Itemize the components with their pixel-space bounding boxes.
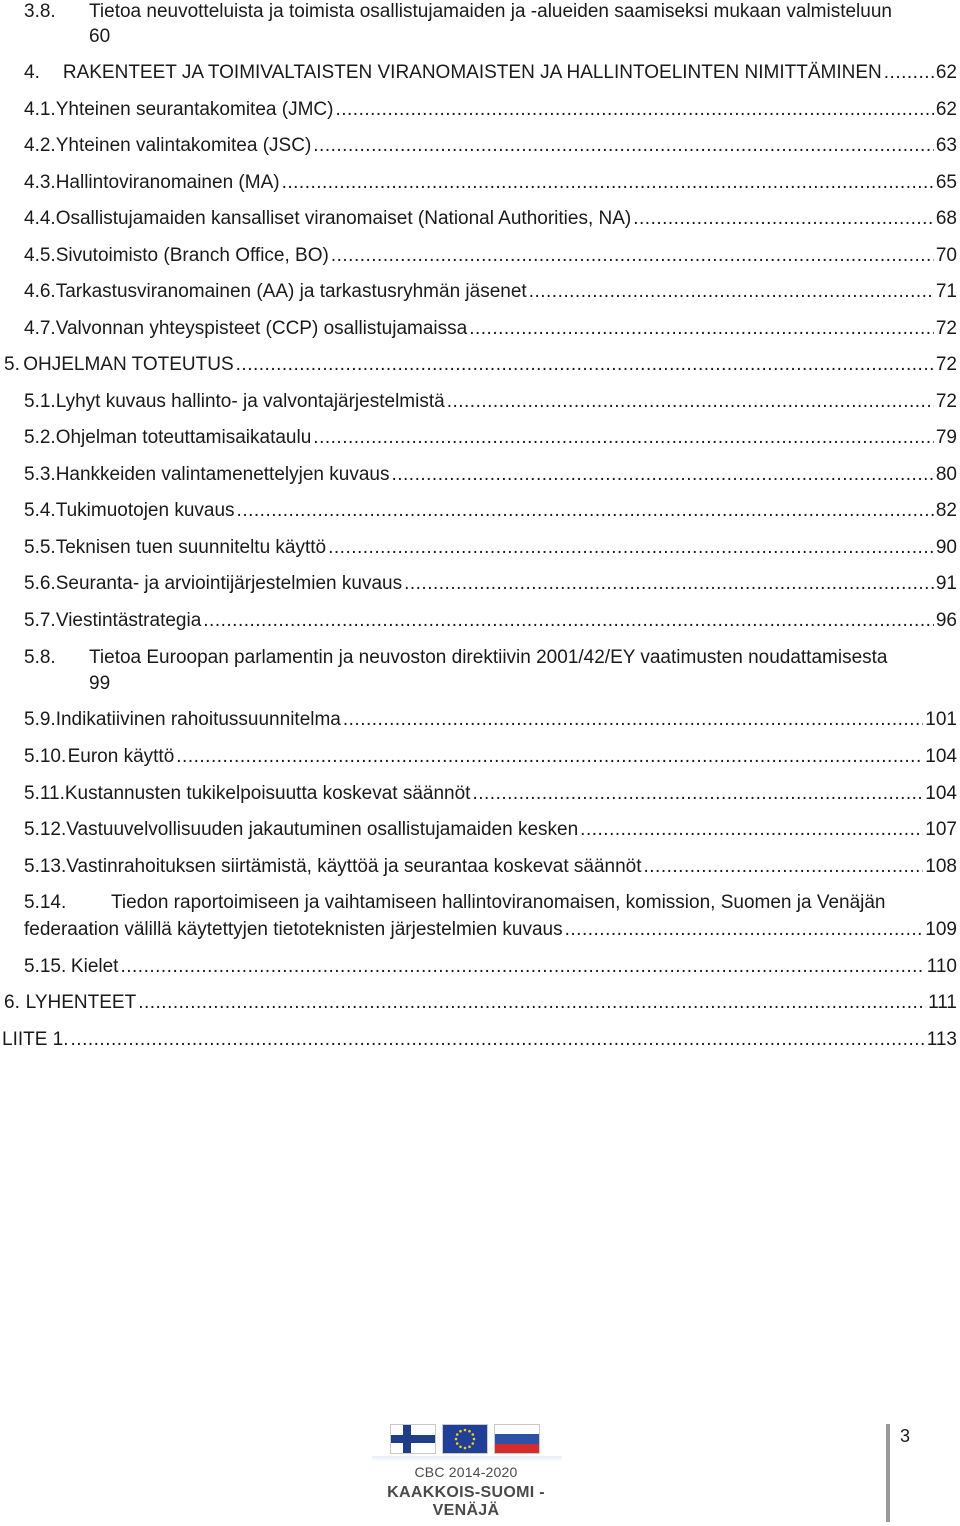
- toc-page: 71: [935, 281, 957, 302]
- toc-number: 4.7.: [24, 318, 56, 339]
- dot-leader: [71, 1026, 925, 1054]
- toc-title: federaation välillä käytettyjen tietoteknisten järjestelmien kuvaus: [24, 919, 563, 940]
- toc-number: 4.4.: [24, 208, 56, 229]
- toc-page: 110: [926, 956, 957, 977]
- toc-number: 5.14.: [24, 892, 67, 913]
- toc-number: 5.10.: [24, 746, 67, 767]
- toc-entry[interactable]: [24, 169, 957, 197]
- toc-title: Lyhyt kuvaus hallinto- ja valvontajärjestelmistä: [55, 391, 445, 412]
- dot-leader: [282, 169, 934, 197]
- toc-number: 4.6.: [24, 281, 56, 302]
- toc-title[interactable]: Tietoa neuvotteluista ja toimista osallistujamaiden ja -alueiden saamiseksi mukaan valmisteluun: [89, 1, 892, 22]
- toc-entry[interactable]: [4, 989, 957, 1017]
- toc-page: 65: [935, 172, 957, 193]
- dot-leader: [120, 953, 924, 981]
- toc-title: RAKENTEET JA TOIMIVALTAISTEN VIRANOMAISTEN JA HALLINTOELINTEN NIMITTÄMINEN: [62, 62, 882, 83]
- toc-page: 90: [935, 537, 957, 558]
- toc-page: 80: [935, 464, 957, 485]
- toc-page: 91: [935, 573, 957, 594]
- dot-leader: [176, 743, 923, 771]
- toc-number: 5.2.: [24, 427, 56, 448]
- toc-number: 5.5.: [24, 537, 56, 558]
- toc-title: LIITE 1.: [2, 1029, 69, 1050]
- finland-flag-icon: [390, 1424, 436, 1454]
- toc-page: 101: [925, 709, 957, 730]
- toc-page: 108: [925, 856, 957, 877]
- logo-programme-period: CBC 2014-2020: [414, 1464, 518, 1480]
- toc-entry[interactable]: [24, 534, 957, 562]
- toc-title: Kustannusten tukikelpoisuutta koskevat säännöt: [64, 783, 471, 804]
- toc-number: 5.1.: [24, 391, 56, 412]
- toc-page: 113: [926, 1029, 957, 1050]
- dot-leader: [404, 570, 934, 598]
- toc-title: Kielet: [70, 956, 119, 977]
- toc-title: OHJELMAN TOTEUTUS: [23, 354, 234, 375]
- toc-entry[interactable]: [24, 607, 957, 635]
- toc-entry[interactable]: [24, 388, 957, 416]
- toc-page: 68: [935, 208, 957, 229]
- toc-number: 5.12.: [24, 819, 67, 840]
- toc-entry[interactable]: [24, 242, 957, 270]
- toc-entry[interactable]: [2, 1026, 957, 1054]
- dot-leader: [472, 780, 923, 808]
- toc-page: 104: [925, 783, 957, 804]
- toc-page: 79: [935, 427, 957, 448]
- toc-number: 4.1.: [24, 99, 56, 120]
- toc-page: 72: [935, 318, 957, 339]
- toc-entry[interactable]: [24, 780, 957, 808]
- toc-page: 62: [935, 62, 957, 83]
- toc-number: 5.8.: [24, 647, 56, 668]
- toc-page: 70: [935, 245, 957, 266]
- dot-leader: [580, 816, 923, 844]
- dot-leader: [565, 916, 924, 944]
- toc-number: 5.11.: [24, 783, 65, 804]
- toc-number: 4.: [24, 62, 40, 83]
- toc-entry[interactable]: [24, 424, 957, 452]
- russia-flag-icon: [494, 1424, 540, 1454]
- toc-page: 63: [935, 135, 957, 156]
- dot-leader: [203, 607, 934, 635]
- toc-number: 5.9.: [24, 709, 56, 730]
- toc-title: Hankkeiden valintamenettelyjen kuvaus: [55, 464, 390, 485]
- dot-leader: [633, 205, 934, 233]
- toc-title: Indikatiivinen rahoitussuunnitelma: [55, 709, 341, 730]
- dot-leader: [236, 351, 934, 379]
- toc-entry[interactable]: [24, 916, 957, 944]
- toc-entry[interactable]: [24, 96, 957, 124]
- logo-programme-name: KAAKKOIS-SUOMI - VENÄJÄ: [387, 1484, 545, 1519]
- toc-entry[interactable]: [4, 351, 957, 379]
- toc-number: 5.6.: [24, 573, 56, 594]
- toc-entry[interactable]: [24, 743, 957, 771]
- dot-leader: [335, 96, 933, 124]
- toc-entry[interactable]: [24, 497, 957, 525]
- toc-page: 72: [935, 354, 957, 375]
- toc-title: Euron käyttö: [67, 746, 175, 767]
- toc-page: 72: [935, 391, 957, 412]
- toc-number: 5.: [4, 354, 20, 375]
- toc-title: Tarkastusviranomainen (AA) ja tarkastusryhmän jäsenet: [55, 281, 527, 302]
- toc-entry[interactable]: [24, 132, 957, 160]
- toc-number: 3.8.: [24, 1, 56, 22]
- toc-title: Ohjelman toteuttamisaikataulu: [55, 427, 312, 448]
- toc-entry[interactable]: [24, 853, 957, 881]
- toc-number: 5.15.: [24, 956, 67, 977]
- dot-leader: [644, 853, 924, 881]
- eu-flag-icon: [442, 1424, 488, 1454]
- page-number-bar: [886, 1424, 890, 1522]
- toc-title: Hallintoviranomainen (MA): [55, 172, 280, 193]
- toc-page: 82: [935, 500, 957, 521]
- toc-entry[interactable]: [24, 953, 957, 981]
- dot-leader: [884, 59, 934, 87]
- dot-leader: [447, 388, 934, 416]
- logo-reflection: [372, 1456, 562, 1462]
- toc-title: Seuranta- ja arviointijärjestelmien kuvaus: [55, 573, 403, 594]
- toc-number: 4.3.: [24, 172, 56, 193]
- toc-title: Vastuuvelvollisuuden jakautuminen osallistujamaiden kesken: [66, 819, 579, 840]
- toc-title: Valvonnan yhteyspisteet (CCP) osallistujamaissa: [55, 318, 468, 339]
- toc-number: 5.7.: [24, 610, 56, 631]
- toc-page[interactable]: 99: [89, 673, 111, 694]
- toc-title[interactable]: Tietoa Euroopan parlamentin ja neuvoston direktiivin 2001/42/EY vaatimusten noudattamisesta: [89, 647, 888, 668]
- toc-title: Viestintästrategia: [55, 610, 202, 631]
- toc-title: Yhteinen valintakomitea (JSC): [55, 135, 312, 156]
- toc-title: Tukimuotojen kuvaus: [55, 500, 235, 521]
- toc-number: 4.2.: [24, 135, 56, 156]
- toc-title: LYHENTEET: [25, 992, 137, 1013]
- dot-leader: [313, 132, 934, 160]
- toc-entry[interactable]: [24, 570, 957, 598]
- toc-page[interactable]: 60: [89, 26, 111, 47]
- toc-entry[interactable]: [24, 315, 957, 343]
- toc-entry[interactable]: [24, 816, 957, 844]
- toc-title[interactable]: Tiedon raportoimiseen ja vaihtamiseen hallintoviranomaisen, komission, Suomen ja Venäjän: [111, 892, 886, 913]
- dot-leader: [237, 497, 934, 525]
- toc-entry[interactable]: [24, 205, 957, 233]
- page-number: 3: [900, 1426, 911, 1446]
- toc-page: 96: [935, 610, 957, 631]
- toc-entry[interactable]: [0, 59, 957, 87]
- toc-title: Sivutoimisto (Branch Office, BO): [55, 245, 329, 266]
- toc-number: 5.3.: [24, 464, 56, 485]
- dot-leader: [391, 461, 933, 489]
- toc-page: 104: [925, 746, 957, 767]
- dot-leader: [328, 534, 934, 562]
- toc-page: 62: [935, 99, 957, 120]
- toc-number: 5.4.: [24, 500, 56, 521]
- dot-leader: [138, 989, 926, 1017]
- dot-leader: [343, 706, 923, 734]
- dot-leader: [469, 315, 934, 343]
- dot-leader: [529, 278, 934, 306]
- toc-number: 5.13.: [24, 856, 67, 877]
- toc-title: Yhteinen seurantakomitea (JMC): [55, 99, 334, 120]
- toc-entry[interactable]: [24, 278, 957, 306]
- toc-number: 4.5.: [24, 245, 56, 266]
- toc-page: 111: [928, 992, 957, 1013]
- toc-title: Teknisen tuen suunniteltu käyttö: [55, 537, 327, 558]
- toc-title: Vastinrahoituksen siirtämistä, käyttöä ja seurantaa koskevat säännöt: [66, 856, 642, 877]
- toc-entry[interactable]: [24, 461, 957, 489]
- programme-logo: [390, 1424, 540, 1454]
- toc-title: Osallistujamaiden kansalliset viranomaiset (National Authorities, NA): [55, 208, 632, 229]
- dot-leader: [331, 242, 934, 270]
- toc-page: 109: [925, 919, 957, 940]
- toc-page: 107: [925, 819, 957, 840]
- toc-entry[interactable]: [24, 706, 957, 734]
- toc-number: 6.: [4, 992, 20, 1013]
- dot-leader: [313, 424, 934, 452]
